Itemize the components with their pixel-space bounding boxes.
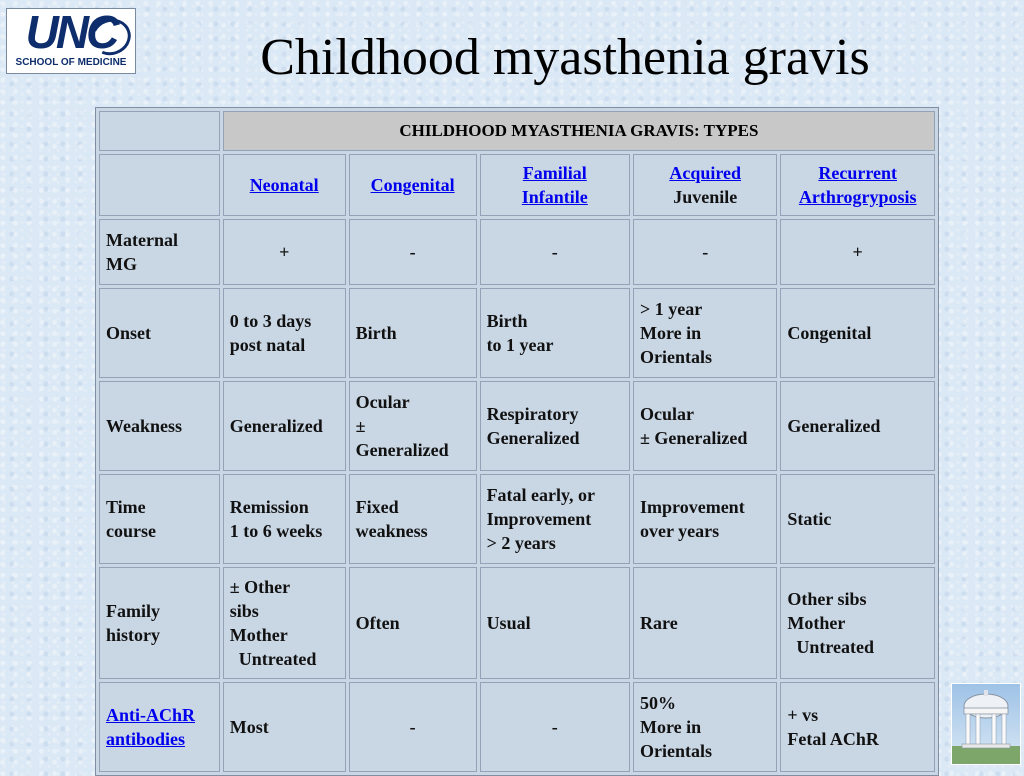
cell-text: Onset [106,323,151,343]
cell-text: Most [229,717,269,737]
table-cell [780,567,935,679]
column-header-link[interactable]: Acquired [669,163,742,183]
table-cell [223,474,346,564]
cell-text: post natal [229,335,306,355]
cell-text: Time [106,497,146,517]
table-cell [349,381,477,471]
table-cell [480,474,630,564]
cell-text: + [279,242,290,262]
cell-text: + vs [787,705,819,725]
cell-text: Generalized [787,416,881,436]
cell-text: history [106,625,160,645]
dome-image [951,683,1021,765]
table-cell [223,219,346,285]
cell-text: Mother [229,625,288,645]
cell-text: Often [355,613,400,633]
cell-text: Other sibs [787,589,867,609]
column-header-text: Juvenile [673,187,738,207]
cell-text: Ocular [640,404,695,424]
table-cell [633,288,777,378]
column-header [223,154,346,216]
cell-text: Fixed [355,497,399,517]
cell-text: 50% [640,693,677,713]
column-header-link[interactable]: Infantile [521,187,588,207]
cell-text: Ocular [355,392,410,412]
cell-text: Birth [486,311,528,331]
column-header-link[interactable]: Congenital [370,175,455,195]
cell-text: Rare [640,613,678,633]
cell-text: 0 to 3 days [229,311,312,331]
table-cell [633,682,777,772]
table-cell [633,474,777,564]
table-row [99,288,935,378]
column-header [480,154,630,216]
cell-text: Birth [355,323,397,343]
cell-text: More in [640,717,702,737]
table-row [99,474,935,564]
cell-text: Generalized [229,416,323,436]
table-row [99,381,935,471]
cell-text: Weakness [106,416,183,436]
table-row [99,219,935,285]
cell-text: Usual [486,613,531,633]
row-label [99,219,220,285]
slide-title: Childhood myasthenia gravis [260,29,870,86]
cell-text: Untreated [229,649,317,669]
column-header [633,154,777,216]
cell-text: - [409,717,416,737]
cell-text: More in [640,323,702,343]
table-cell [633,381,777,471]
column-header-link[interactable]: Arthrogryposis [798,187,917,207]
cell-text: course [106,521,156,541]
cell-text: Static [787,509,832,529]
table-cell [780,288,935,378]
cell-text: ± Other [229,577,291,597]
table-cell [480,288,630,378]
column-header-link[interactable]: Neonatal [249,175,319,195]
table-cell [349,474,477,564]
cell-text: - [551,242,558,262]
cell-text: - [551,717,558,737]
types-table [95,107,939,776]
cell-text: Orientals [640,347,713,367]
cell-text: - [702,242,709,262]
cell-text: Fatal early, or [486,485,596,505]
cell-text: > 1 year [640,299,703,319]
cell-text: + [852,242,863,262]
table-cell [780,381,935,471]
table-cell [349,219,477,285]
cell-text: Respiratory [486,404,579,424]
table-cell [480,381,630,471]
cell-text: Mother [787,613,846,633]
cell-text: sibs [229,601,259,621]
table-cell [780,219,935,285]
table-cell [480,567,630,679]
table-cell [223,682,346,772]
cell-link-text[interactable]: antibodies [106,729,186,749]
cell-text: 1 to 6 weeks [229,521,323,541]
column-header [349,154,477,216]
cell-link-text[interactable]: Anti-AChR [106,705,196,725]
row-label [99,682,220,772]
row-label [99,288,220,378]
table-cell [480,682,630,772]
table-row [99,567,935,679]
table-row [99,682,935,772]
row-label [99,567,220,679]
cell-text: MG [106,254,137,274]
table-cell [349,288,477,378]
cell-text: ± [355,416,366,436]
cell-text: Congenital [787,323,872,343]
cell-text: Family [106,601,160,621]
cell-text: weakness [355,521,428,541]
logo-letters: UNC [25,6,117,58]
unc-logo [6,8,136,74]
cell-text: over years [640,521,720,541]
table-cell [633,219,777,285]
table-cell [480,219,630,285]
cell-text: Orientals [640,741,713,761]
table-cell [349,682,477,772]
cell-text: to 1 year [486,335,554,355]
column-header-link[interactable]: Recurrent [818,163,897,183]
table-cell [223,567,346,679]
row-label [99,381,220,471]
cell-text: - [409,242,416,262]
table-cell [780,474,935,564]
table-header-types: CHILDHOOD MYASTHENIA GRAVIS: TYPES [223,111,935,151]
table-cell [223,288,346,378]
column-header-link[interactable]: Familial [522,163,587,183]
column-header-row [99,154,935,216]
row-label [99,474,220,564]
cell-text: Remission [229,497,309,517]
old-well-illustration [952,684,1020,764]
column-header-corner-cell [99,154,220,216]
header-corner-cell [99,111,220,151]
table-cell [223,381,346,471]
column-header [780,154,935,216]
table-cell [633,567,777,679]
cell-text: Improvement [640,497,745,517]
cell-text: Maternal [106,230,178,250]
cell-text: Generalized [355,440,449,460]
table-header-row [99,111,935,151]
cell-text: Fetal AChR [787,729,879,749]
cell-text: Generalized [486,428,580,448]
cell-text: Untreated [787,637,875,657]
table-cell [780,682,935,772]
table-cell [349,567,477,679]
logo-subtitle: SCHOOL OF MEDICINE [15,57,127,68]
cell-text: ± Generalized [640,428,748,448]
cell-text: Improvement [486,509,592,529]
cell-text: > 2 years [486,533,556,553]
